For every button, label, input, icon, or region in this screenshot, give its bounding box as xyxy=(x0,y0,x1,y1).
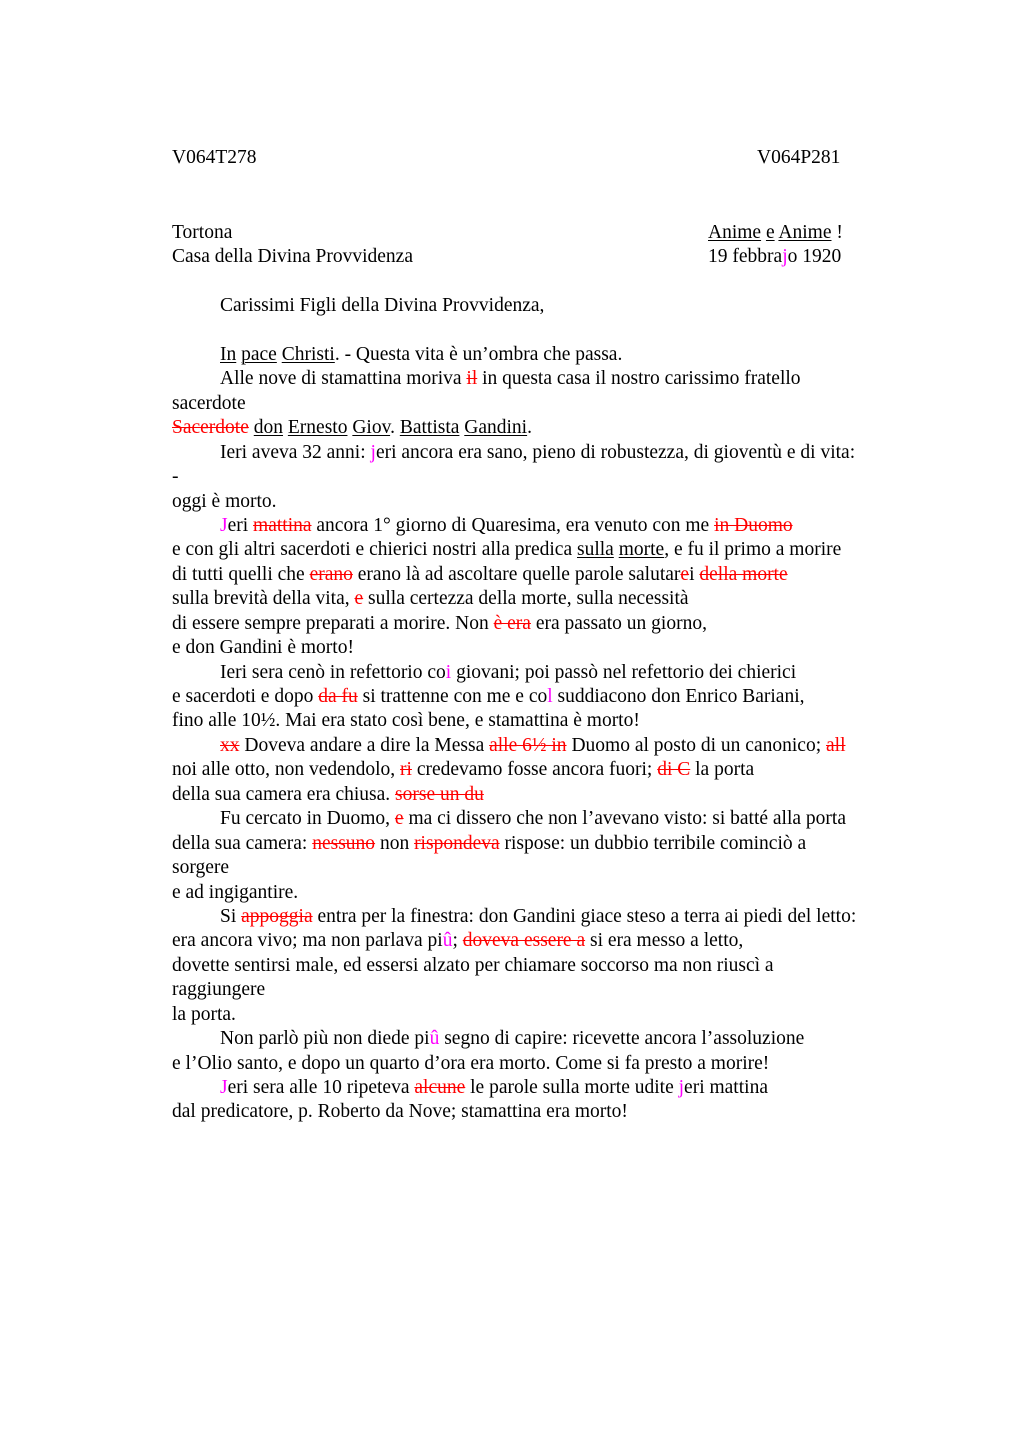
body-line: e l’Olio santo, e dopo un quarto d’ora era morto. Come si fa presto a morire! xyxy=(172,1053,770,1074)
motto-conjunction: e xyxy=(765,222,775,243)
text: Non parlò più non diede pi xyxy=(220,1028,430,1049)
underlined-word: don xyxy=(253,417,284,438)
motto-word-2: Anime xyxy=(778,222,832,243)
underlined-word: Ernesto xyxy=(287,417,348,438)
deleted-text: e xyxy=(680,564,690,585)
underlined-word: Gandini xyxy=(464,417,528,438)
body-line xyxy=(172,538,841,562)
body-line xyxy=(220,905,856,929)
letter-date xyxy=(708,245,841,269)
deleted-text: doveva essere a xyxy=(462,930,586,951)
underlined-word: morte xyxy=(618,539,665,560)
text: Ieri aveva 32 anni: xyxy=(220,442,371,463)
text: si era messo a letto, xyxy=(585,930,744,951)
body-line: dovette sentirsi male, ed essersi alzato per chiamare soccorso ma non riuscì a xyxy=(172,955,774,976)
deleted-text: rispondeva xyxy=(414,833,500,854)
body-line xyxy=(220,661,796,685)
text: i xyxy=(689,564,700,585)
institution: Casa della Divina Provvidenza xyxy=(172,246,413,267)
underlined-word: Christi xyxy=(281,344,335,365)
body-line xyxy=(172,563,788,587)
text: della sua camera: xyxy=(172,833,313,854)
deleted-text: alle 6½ in xyxy=(489,735,567,756)
deleted-text: e xyxy=(354,588,364,609)
body-line: sorgere xyxy=(172,857,230,878)
underlined-word: Giov xyxy=(352,417,391,438)
body-line xyxy=(220,1027,804,1051)
body-line xyxy=(172,783,484,807)
body-line: sacerdote xyxy=(172,393,246,414)
date-part: o 1920 xyxy=(787,246,842,267)
text: giovani; poi passò nel refettorio dei chierici xyxy=(451,662,797,683)
body-line: oggi è morto. xyxy=(172,491,277,512)
body-line xyxy=(220,367,801,391)
deleted-text: da fu xyxy=(318,686,358,707)
document-code-right: V064P281 xyxy=(757,147,841,168)
body-line: e ad ingigantire. xyxy=(172,882,299,903)
text: segno di capire: ricevette ancora l’assoluzione xyxy=(439,1028,805,1049)
text: le parole sulla morte udite xyxy=(465,1077,679,1098)
text: di essere sempre preparati a morire. Non xyxy=(172,613,494,634)
text: eri ancora era sano, pieno di robustezza, di gioventù e di vita: xyxy=(375,442,856,463)
deleted-text: mattina xyxy=(253,515,312,536)
body-line: fino alle 10½. Mai era stato così bene, e stamattina è morto! xyxy=(172,710,640,731)
text: Doveva andare a dire la Messa xyxy=(239,735,490,756)
text: Ieri sera cenò in refettorio co xyxy=(220,662,446,683)
motto xyxy=(708,221,843,245)
inserted-letter: J xyxy=(220,515,228,536)
text: Fu cercato in Duomo, xyxy=(220,808,395,829)
text: Duomo al posto di un canonico; xyxy=(566,735,826,756)
inserted-letter: j xyxy=(370,442,376,463)
deleted-text: ri xyxy=(400,759,412,780)
deleted-text: alcune xyxy=(414,1077,466,1098)
underlined-word: Battista xyxy=(399,417,460,438)
text: di tutti quelli che xyxy=(172,564,310,585)
body-line xyxy=(220,1076,768,1100)
body-line xyxy=(220,343,622,367)
text: ancora 1° giorno di Quaresima, era venuto con me xyxy=(311,515,715,536)
inserted-letter: l xyxy=(547,686,553,707)
deleted-text: xx xyxy=(220,735,240,756)
deleted-text: il xyxy=(466,368,478,389)
text: eri mattina xyxy=(684,1077,768,1098)
underlined-word: pace xyxy=(241,344,277,365)
text: erano là ad ascoltare quelle parole salutar xyxy=(352,564,681,585)
text: ma ci dissero che non l’avevano visto: si batté alla porta xyxy=(403,808,846,829)
body-line xyxy=(220,441,855,465)
body-line xyxy=(172,612,707,636)
inserted-letter: û xyxy=(429,1028,440,1049)
deleted-text: è era xyxy=(493,613,531,634)
text: si trattenne con me e co xyxy=(357,686,548,707)
underlined-word: In xyxy=(220,344,237,365)
text: rispose: un dubbio terribile cominciò a xyxy=(499,833,807,854)
text: credevamo fosse ancora fuori; xyxy=(411,759,658,780)
text: e con gli altri sacerdoti e chierici nostri alla predica xyxy=(172,539,577,560)
body-line: e don Gandini è morto! xyxy=(172,637,354,658)
body-line xyxy=(172,758,754,782)
text: noi alle otto, non vedendolo, xyxy=(172,759,401,780)
motto-exclamation: ! xyxy=(831,222,843,243)
deleted-text: nessuno xyxy=(312,833,376,854)
body-line: la porta. xyxy=(172,1004,236,1025)
deleted-text: della morte xyxy=(699,564,788,585)
inserted-letter: i xyxy=(445,662,452,683)
deleted-text: Sacerdote xyxy=(172,417,249,438)
text: . xyxy=(527,417,532,438)
text: e sacerdoti e dopo xyxy=(172,686,319,707)
body-line xyxy=(172,832,806,856)
body-line xyxy=(220,807,846,831)
text: Alle nove di stamattina moriva xyxy=(220,368,467,389)
text: Si xyxy=(220,906,242,927)
text: la porta xyxy=(690,759,755,780)
deleted-text: all xyxy=(826,735,846,756)
inserted-letter: j xyxy=(678,1077,685,1098)
date-part: 19 febbra xyxy=(708,246,783,267)
text: sulla certezza della morte, sulla necessità xyxy=(363,588,689,609)
document-code-left: V064T278 xyxy=(172,147,257,168)
deleted-text: in Duomo xyxy=(714,515,793,536)
text: . xyxy=(390,417,400,438)
text: era ancora vivo; ma non parlava pi xyxy=(172,930,443,951)
deleted-text: appoggia xyxy=(241,906,313,927)
body-line xyxy=(172,929,743,953)
deleted-text: e xyxy=(394,808,404,829)
body-line: - xyxy=(172,466,179,487)
place: Tortona xyxy=(172,222,233,243)
inserted-letter: J xyxy=(220,1077,228,1098)
text: eri sera alle 10 ripeteva xyxy=(227,1077,415,1098)
text: era passato un giorno, xyxy=(530,613,707,634)
deleted-text: erano xyxy=(309,564,353,585)
body-line xyxy=(172,587,689,611)
text: suddiacono don Enrico Bariani, xyxy=(552,686,805,707)
inserted-letter: j xyxy=(782,246,788,267)
text: ; xyxy=(452,930,463,951)
body-line xyxy=(172,685,805,709)
salutation: Carissimi Figli della Divina Provvidenza, xyxy=(220,295,545,316)
body-line: dal predicatore, p. Roberto da Nove; stamattina era morto! xyxy=(172,1101,628,1122)
text: in questa casa il nostro carissimo fratello xyxy=(477,368,801,389)
text: sulla brevità della vita, xyxy=(172,588,355,609)
text: non xyxy=(375,833,415,854)
underlined-word: sulla xyxy=(577,539,614,560)
text: della sua camera era chiusa. xyxy=(172,784,396,805)
body-line xyxy=(220,514,793,538)
text: eri xyxy=(227,515,254,536)
body-line: raggiungere xyxy=(172,979,266,1000)
text: entra per la finestra: don Gandini giace steso a terra ai piedi del letto: xyxy=(312,906,857,927)
motto-word-1: Anime xyxy=(708,222,762,243)
inserted-letter: û xyxy=(442,930,453,951)
text: , e fu il primo a morire xyxy=(664,539,842,560)
text: . - Questa vita è un’ombra che passa. xyxy=(334,344,623,365)
deleted-text: di C xyxy=(657,759,691,780)
body-line xyxy=(172,416,532,440)
deleted-text: sorse un du xyxy=(395,784,484,805)
body-line xyxy=(220,734,846,758)
